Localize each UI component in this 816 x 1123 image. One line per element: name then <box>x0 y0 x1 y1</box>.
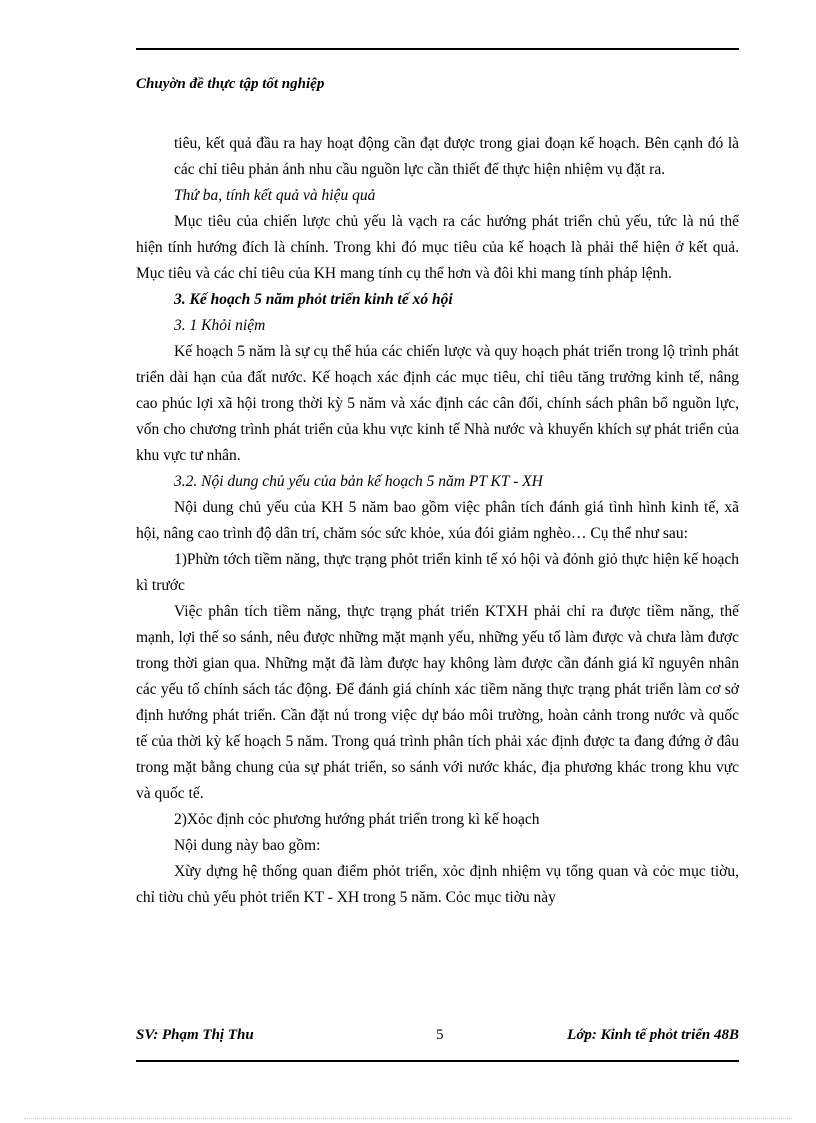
section-heading-3-2: 3.2. Nội dung chủ yếu của bản kế hoạch 5 năm PT KT - XH <box>174 473 543 490</box>
paragraph-continuation: tiêu, kết quả đầu ra hay hoạt động cần đạt được trong giai đoạn kế hoạch. Bên cạnh đó là các chỉ tiêu phản ánh nhu cầu nguồn lực cần thiết để thực hiện nhiệm vụ đặt ra. <box>174 135 739 178</box>
header-title: Chuyờn đề thực tập tốt nghiệp <box>136 76 325 92</box>
list-item-1: 1)Phừn tớch tiềm năng, thực trạng phỏt triển kinh tế xó hội và đỏnh giỏ thực hiện kế hoạch kì trước <box>136 551 739 594</box>
section-heading-3-1: 3. 1 Khỏi niệm <box>174 317 266 334</box>
paragraph-5year-plan-definition: Kế hoạch 5 năm là sự cụ thể húa các chiến lược và quy hoạch phát triển trong lộ trình phát triển dài hạn của đất nước. Kế hoạch xác định các mục tiêu, chỉ tiêu tăng trưởng kinh tế, nâng cao phúc lợi xã hội trong thời kỳ 5 năm và xác định các cân đối, chính sách phân bổ nguồn lực, vốn cho chương trình phát triển của khu vực kinh tế Nhà nước và khuyến khích sự phát triển của khu vực tư nhân. <box>136 343 739 464</box>
document-body <box>136 131 739 911</box>
header-rule <box>136 48 739 50</box>
section-heading-3: 3. Kế hoạch 5 năm phỏt triển kinh tế xó hội <box>174 291 453 308</box>
list-item-2: 2)Xỏc định cỏc phương hướng phát triển trong kì kế hoạch <box>174 811 540 828</box>
page-number: 5 <box>436 1027 444 1043</box>
subheading-third: Thứ ba, tính kết quả và hiệu quả <box>174 187 376 204</box>
footer-rule <box>136 1060 739 1062</box>
footer-student: SV: Phạm Thị Thu <box>136 1027 254 1043</box>
footer-class: Lớp: Kinh tế phỏt triển 48B <box>567 1027 739 1043</box>
page-footer <box>136 1027 739 1049</box>
paragraph-main-content: Nội dung chủ yếu của KH 5 năm bao gồm việc phân tích đánh giá tình hình kinh tế, xã hội, nâng cao trình độ dân trí, chăm sóc sức khỏe, xúa đói giảm nghèo… Cụ thể như sau: <box>136 499 739 542</box>
paragraph-build-system: Xừy dựng hệ thống quan điểm phỏt triển, xỏc định nhiệm vụ tổng quan và cỏc mục tiờu, chỉ tiờu chủ yếu phỏt triển KT - XH trong 5 năm. Cỏc mục tiờu này <box>136 863 739 906</box>
page-edge <box>24 1118 792 1119</box>
paragraph-analysis: Việc phân tích tiềm năng, thực trạng phát triển KTXH phải chỉ ra được tiềm năng, thế mạnh, lợi thế so sánh, nêu được những mặt mạnh yếu, những yếu tố làm được và chưa làm được trong thời gian qua. Những mặt đã làm được hay không làm được cần đánh giá kĩ nguyên nhân các yếu tố chính sách tác động. Để đánh giá chính xác tiềm năng thực trạng phát triển làm cơ sở định hướng phát triển. Cần đặt nú trong việc dự báo môi trường, hoàn cảnh trong nước và quốc tế của thời kỳ kế hoạch 5 năm. Trong quá trình phân tích phải xác định được ta đang đứng ở đâu trong mặt bằng chung của sự phát triển, so sánh với nước khác, địa phương khác trong khu vực và quốc tế. <box>136 603 739 802</box>
paragraph-strategy-goals: Mục tiêu của chiến lược chủ yếu là vạch ra các hướng phát triển chủ yếu, tức là nú thể hiện tính hướng đích là chính. Trong khi đó mục tiêu của kế hoạch là phải thể hiện ở kết quả. Mục tiêu và các chỉ tiêu của KH mang tính cụ thể hơn và đôi khi mang tính pháp lệnh. <box>136 213 739 282</box>
paragraph-includes: Nội dung này bao gồm: <box>174 837 321 854</box>
